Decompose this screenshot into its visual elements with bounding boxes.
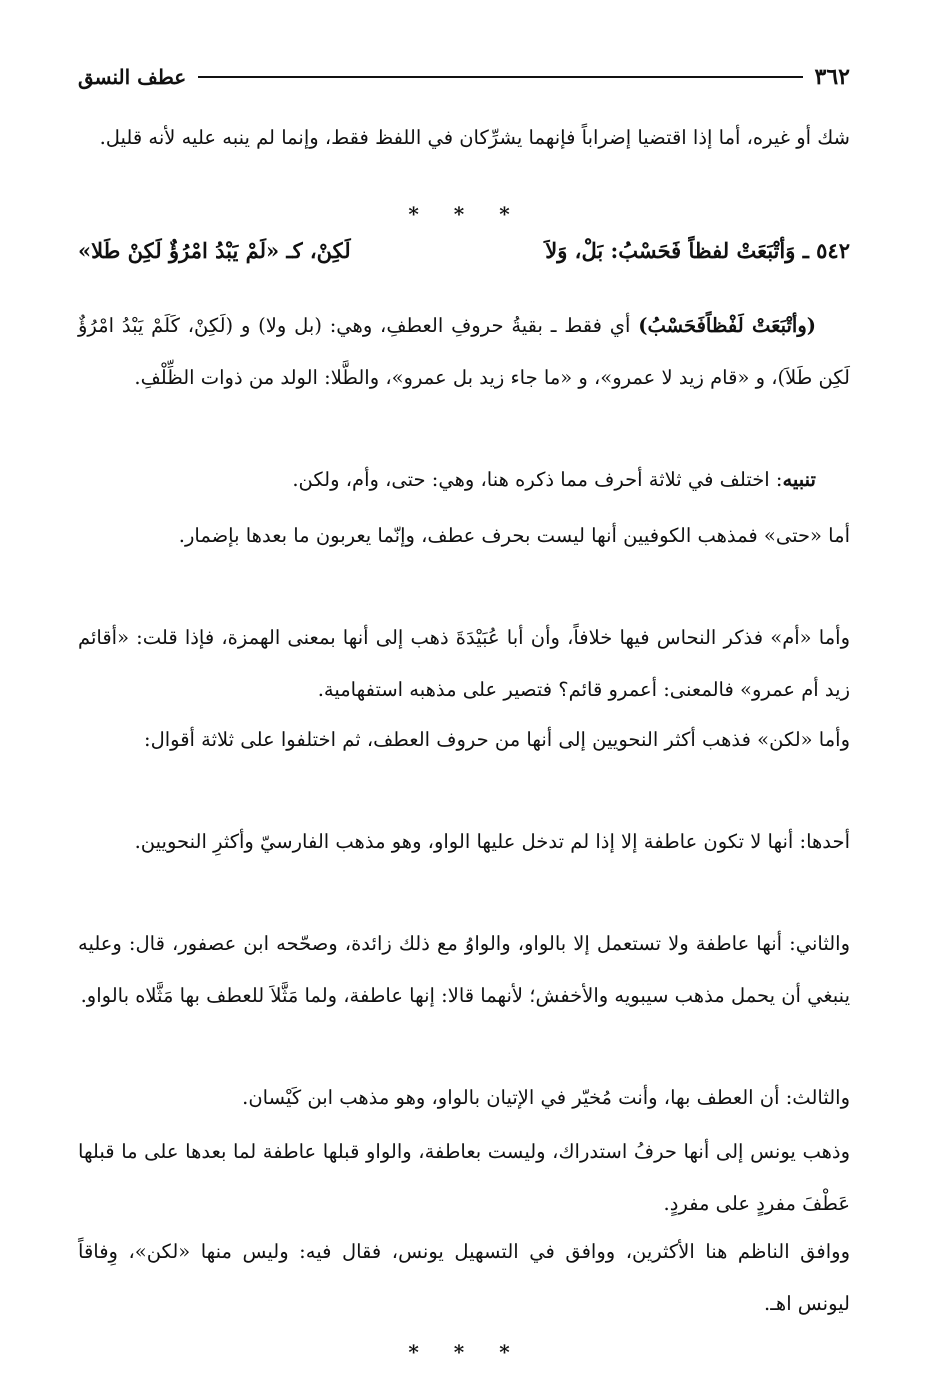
commentary-body: أي فقط ـ بقيةُ حروفِ العطفِ، وهي: (بل ولا) و (لَكِنْ، كَلَمْ يَبْدُ امْرُؤٌ لَكِن طَلاَ)، و «قام زيد لا عمرو»، و «ما جاء زيد بل عمرو»، والطَّلا: الولد من ذوات الظِّلْفِ. xyxy=(78,314,850,389)
commentary-paragraph xyxy=(78,300,850,404)
paragraph-first-opinion: أحدها: أنها لا تكون عاطفة إلا إذا لم تدخل عليها الواو، وهو مذهب الفارسيّ وأكثرِ النحويين. xyxy=(134,830,850,853)
header-rule xyxy=(198,76,802,78)
note-text: : اختلف في ثلاثة أحرف مما ذكره هنا، وهي: حتى، وأم، ولكن. xyxy=(292,468,783,491)
paragraph-hatta: أما «حتى» فمذهب الكوفيين أنها ليست بحرف عطف، وإنّما يعربون ما بعدها بإضمار. xyxy=(178,524,850,547)
paragraph-am: وأما «أم» فذكر النحاس فيها خلافاً، وأن أبا عُبَيْدَةَ ذهب إلى أنها بمعنى الهمزة، فإذا قلت: «أقائم زيد أم عمرو» فالمعنى: أعمرو قائم؟ فتصير على مذهبه استفهامية. xyxy=(78,626,850,701)
note-label: تنبيه xyxy=(782,468,816,491)
paragraph-nazim: ووافق الناظم هنا الأكثرين، ووافق في التسهيل يونس، فقال فيه: وليس منها «لكن»، وِفاقاً ليونس اهـ. xyxy=(78,1240,850,1315)
page-number: ٣٦٢ xyxy=(814,64,850,90)
running-header xyxy=(78,62,850,92)
commentary-lead: (وأتْبَعَتْ لَفْظاًفَحَسْبُ) xyxy=(638,314,816,337)
section-separator-bottom: * * * xyxy=(408,1340,524,1364)
paragraph-third-opinion: والثالث: أن العطف بها، وأنت مُخيّر في الإتيان بالواو، وهو مذهب ابن كَيْسان. xyxy=(242,1086,850,1109)
paragraph-yunus: وذهب يونس إلى أنها حرفُ استدراك، وليست بعاطفة، والواو قبلها عاطفة لما بعدها على ما قبلها عَطْفَ مفردٍ على مفردٍ. xyxy=(78,1140,850,1215)
verse-line xyxy=(78,238,850,278)
continuation-paragraph: شك أو غيره، أما إذا اقتضيا إضراباً فإنهما يشرِّكان في اللفظ فقط، وإنما لم ينبه عليه لأنه قليل. xyxy=(99,126,850,149)
note-paragraph xyxy=(78,454,850,506)
verse-second-hemistich: لَكِنْ، كـ «لَمْ يَبْدُ امْرُؤٌ لَكِنْ طَلا» xyxy=(78,238,351,263)
verse-first-hemistich: ٥٤٢ ـ وَأتْبَعَتْ لفظاً فَحَسْبُ: بَلْ، وَلاَ xyxy=(545,238,850,263)
paragraph-second-opinion: والثاني: أنها عاطفة ولا تستعمل إلا بالواو، والواوُ مع ذلك زائدة، وصحّحه ابن عصفور، قال: وعليه ينبغي أن يحمل مذهب سيبويه والأخفش؛ لأنهما قالا: إنها عاطفة، ولما مَثَّلاَ للعطف بها مَثَّلاه بالواو. xyxy=(78,932,851,1007)
paragraph-lakin: وأما «لكن» فذهب أكثر النحويين إلى أنها من حروف العطف، ثم اختلفوا على ثلاثة أقوال: xyxy=(144,728,850,751)
chapter-title: عطف النسق xyxy=(78,65,187,89)
section-separator: * * * xyxy=(408,202,524,226)
